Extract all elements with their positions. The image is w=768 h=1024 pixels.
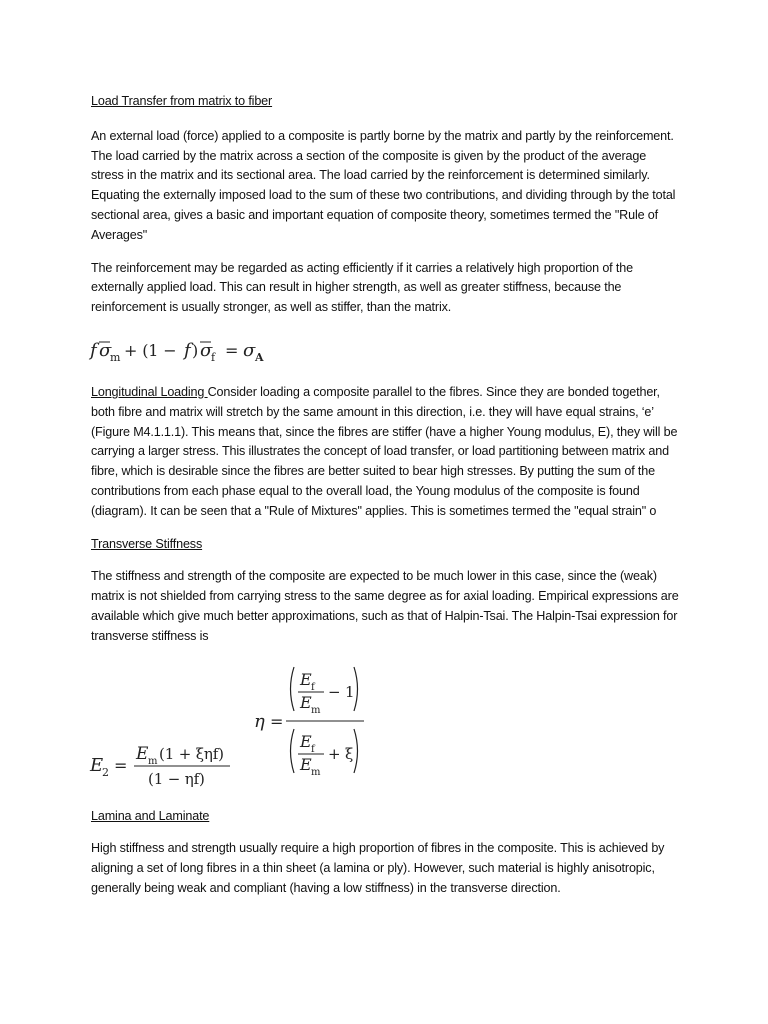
- numerator-rest: (1 + ξηf): [159, 744, 224, 763]
- ef-subscript-top: f: [311, 681, 315, 693]
- heading-load-transfer: Load Transfer from matrix to fiber: [91, 94, 273, 108]
- e2-subscript: 2: [102, 765, 109, 779]
- document-body: [91, 92, 681, 899]
- em-symbol-bottom: E: [300, 754, 312, 774]
- em-subscript-top: m: [311, 704, 321, 716]
- e2-equals: =: [114, 755, 128, 775]
- heading-longitudinal-loading: Longitudinal Loading: [91, 384, 208, 399]
- formula-plus-one-minus: + (1 −: [124, 340, 177, 360]
- ef-subscript-bottom: f: [311, 743, 315, 755]
- formula-sigma-f: σ: [200, 339, 213, 361]
- formula-sigma-m: σ: [99, 339, 112, 361]
- formula-rule-of-averages: [88, 335, 681, 367]
- heading-transverse-stiffness: Transverse Stiffness: [91, 536, 203, 551]
- formula-f2: f: [184, 339, 191, 361]
- eta-equals: =: [270, 711, 284, 731]
- e2-symbol: E: [90, 754, 103, 776]
- paragraph-reinforcement-efficiency: The reinforcement may be regarded as acting efficiently if it carries a relatively high proportion of the externally applied load. This can result in higher strength, as well as greater stiffness, because the reinforcement is usually stronger, as well as stiffer, than the matrix.: [91, 260, 633, 315]
- formula-sub-m: m: [110, 350, 121, 364]
- formula-halpin-tsai-svg: [88, 659, 388, 797]
- paragraph-rule-of-averages: An external load (force) applied to a composite is partly borne by the matrix and partly by the reinforcement. The load carried by the matrix across a section of the composite is given by the product of the average stress in the matrix and its sectional area. The load carried by the reinforcement is determined similarly. Equating the externally imposed load to the sum of these two contributions, and dividing through by the total sectional area, gives a basic and important equation of composite theory, sometimes termed the "Rule of Averages": [91, 128, 676, 242]
- paragraph-transverse-stiffness: The stiffness and strength of the composite are expected to be much lower in this case, since the (weak) matrix is not shielded from carrying stress to the same degree as for axial loading. Empirical expressions are available which give much better approximations, such as that of Halpin-Tsai. The Halpin-Tsai expression for transverse stiffness is: [91, 569, 679, 643]
- em-subscript-bottom: m: [311, 766, 321, 778]
- heading-lamina-laminate: Lamina and Laminate: [91, 808, 210, 823]
- formula-sub-a: A: [255, 350, 264, 364]
- formula-close-paren: ): [192, 340, 199, 360]
- ef-symbol-bottom: E: [300, 731, 312, 751]
- formula-equals: =: [225, 340, 239, 360]
- em-symbol: E: [136, 743, 149, 764]
- longitudinal-body: Consider loading a composite parallel to the fibres. Since they are bonded together, both fibre and matrix will stretch by the same amount in this direction, i.e. they will have equal strains, ‘e’ (Figure M4.1.1.1). This means that, since the fibres are stiffer (have a higher Young modulus, E), they will be carrying a larger stress. This illustrates the concept of load transfer, or load partitioning between matrix and fibre, which is desirable since the fibres are better suited to bear high stresses. By putting the sum of the contributions from each phase equal to the overall load, the Young modulus of the composite is found (diagram). It can be seen that a "Rule of Mixtures" applies. This is sometimes termed the "equal strain" o: [91, 384, 678, 518]
- paragraph-lamina-laminate: High stiffness and strength usually require a high proportion of fibres in the composite. This is achieved by aligning a set of long fibres in a thin sheet (a lamina or ply). However, such material is highly anisotropic, generally being weak and compliant (having a low stiffness) in the transverse direction.: [91, 841, 665, 895]
- formula-halpin-tsai: [91, 659, 681, 797]
- formula-rule-of-averages-svg: [88, 335, 278, 367]
- plus-xi: + ξ: [328, 744, 354, 763]
- formula-sigma-a: σ: [243, 339, 256, 361]
- minus-one: − 1: [328, 682, 355, 701]
- ef-symbol-top: E: [300, 669, 312, 689]
- paragraph-longitudinal-loading: [91, 383, 681, 522]
- em-subscript: m: [148, 755, 158, 767]
- formula-sub-f: f: [211, 350, 215, 364]
- eta-symbol: η: [254, 710, 265, 732]
- em-symbol-top: E: [300, 692, 312, 712]
- formula-f: f: [90, 339, 97, 361]
- denominator: (1 − ηf): [148, 769, 205, 788]
